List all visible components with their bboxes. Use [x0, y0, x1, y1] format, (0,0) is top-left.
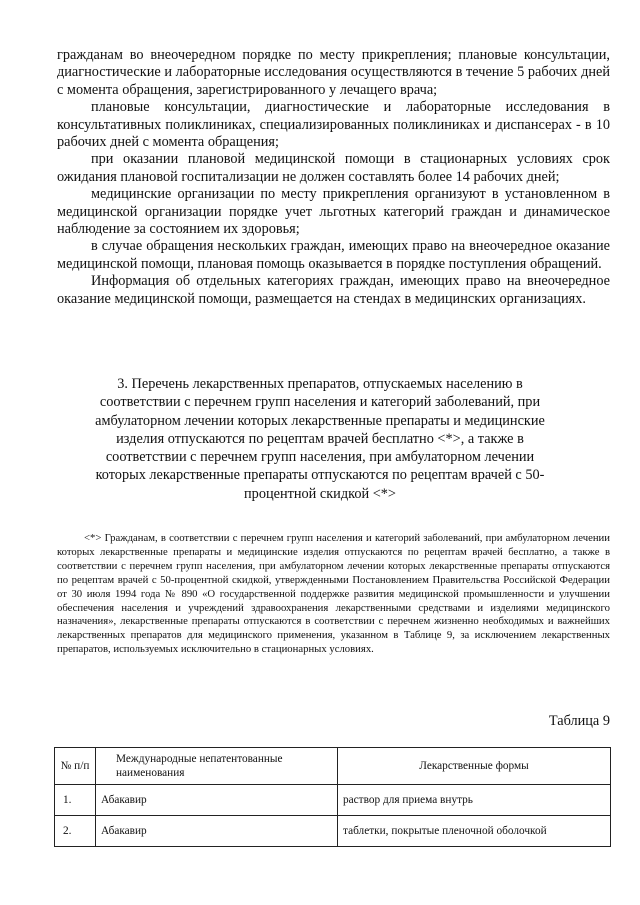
table-row [55, 785, 611, 816]
paragraph-2: плановые консультации, диагностические и лабораторные исследования в консультативных поликлиниках, специализированных поликлиниках и диспансерах - в 10 рабочих дней с момента обращения; [57, 99, 610, 151]
table-caption: Таблица 9 [548, 713, 610, 729]
row-number: 2. [55, 816, 96, 847]
header-number: № п/п [55, 748, 96, 785]
row-dosage-form: таблетки, покрытые пленочной оболочкой [338, 816, 611, 847]
paragraph-3: при оказании плановой медицинской помощи в стационарных условиях срок ожидания плановой госпитализации не должен составлять более 14 рабочих дней; [57, 151, 610, 185]
paragraph-6: Информация об отдельных категориях граждан, имеющих право на внеочередное оказание медицинской помощи, размещается на стендах в медицинских организациях. [57, 273, 610, 307]
drug-table [54, 747, 611, 847]
row-inn-name: Абакавир [96, 816, 338, 847]
table-row [55, 816, 611, 847]
paragraph-1: гражданам во внеочередном порядке по месту прикрепления; плановые консультации, диагностические и лабораторные исследования осуществляются в течение 5 рабочих дней с момента обращения, зарегистрированного у лечащего врача; [57, 47, 610, 98]
row-inn-name: Абакавир [96, 785, 338, 816]
body-text [57, 47, 610, 308]
row-dosage-form: раствор для приема внутрь [338, 785, 611, 816]
header-inn-name: Международные непатентованные наименования [96, 748, 338, 785]
paragraph-4: медицинские организации по месту прикрепления организуют в установленном в медицинской организации порядке учет льготных категорий граждан и динамическое наблюдение за состоянием их здоровья; [57, 186, 610, 238]
row-number: 1. [55, 785, 96, 816]
section-heading: 3. Перечень лекарственных препаратов, отпускаемых населению в соответствии с перечнем групп населения и категорий заболеваний, при амбулаторном лечении которых лекарственные препараты и медицинские изделия отпускаются по рецептам врачей бесплатно <*>, а также в соответствии с перечнем групп населения, при амбулаторном лечении которых лекарственные препараты отпускаются по рецептам врачей с 50-процентной скидкой <*> [95, 376, 545, 502]
paragraph-5: в случае обращения нескольких граждан, имеющих право на внеочередное оказание медицинской помощи, плановая помощь оказывается в порядке поступления обращений. [57, 238, 610, 272]
table-header-row [55, 748, 611, 785]
footnote: <*> Гражданам, в соответствии с перечнем групп населения и категорий заболеваний, при амбулаторном лечении которых лекарственные препараты и медицинские изделия отпускаются по рецептам врачей бесплатно, а также в соответствии с перечнем групп населения, при амбулаторном лечении которых лекарственные препараты отпускаются по рецептам врачей с 50-процентной скидкой, утвержденными Постановлением Правительства Российской Федерации от 30 июля 1994 года № 890 «О государственной поддержке развития медицинской промышленности и улучшении обеспечения населения и учреждений здравоохранения лекарственными средствами и изделиями медицинского назначения», лекарственные препараты отпускаются в соответствии с перечнем жизненно необходимых и важнейших лекарственных препаратов для медицинского применения, указанном в Таблице 9, за исключением лекарственных препаратов, используемых исключительно в стационарных условиях. [57, 532, 610, 656]
header-dosage-form: Лекарственные формы [338, 748, 611, 785]
